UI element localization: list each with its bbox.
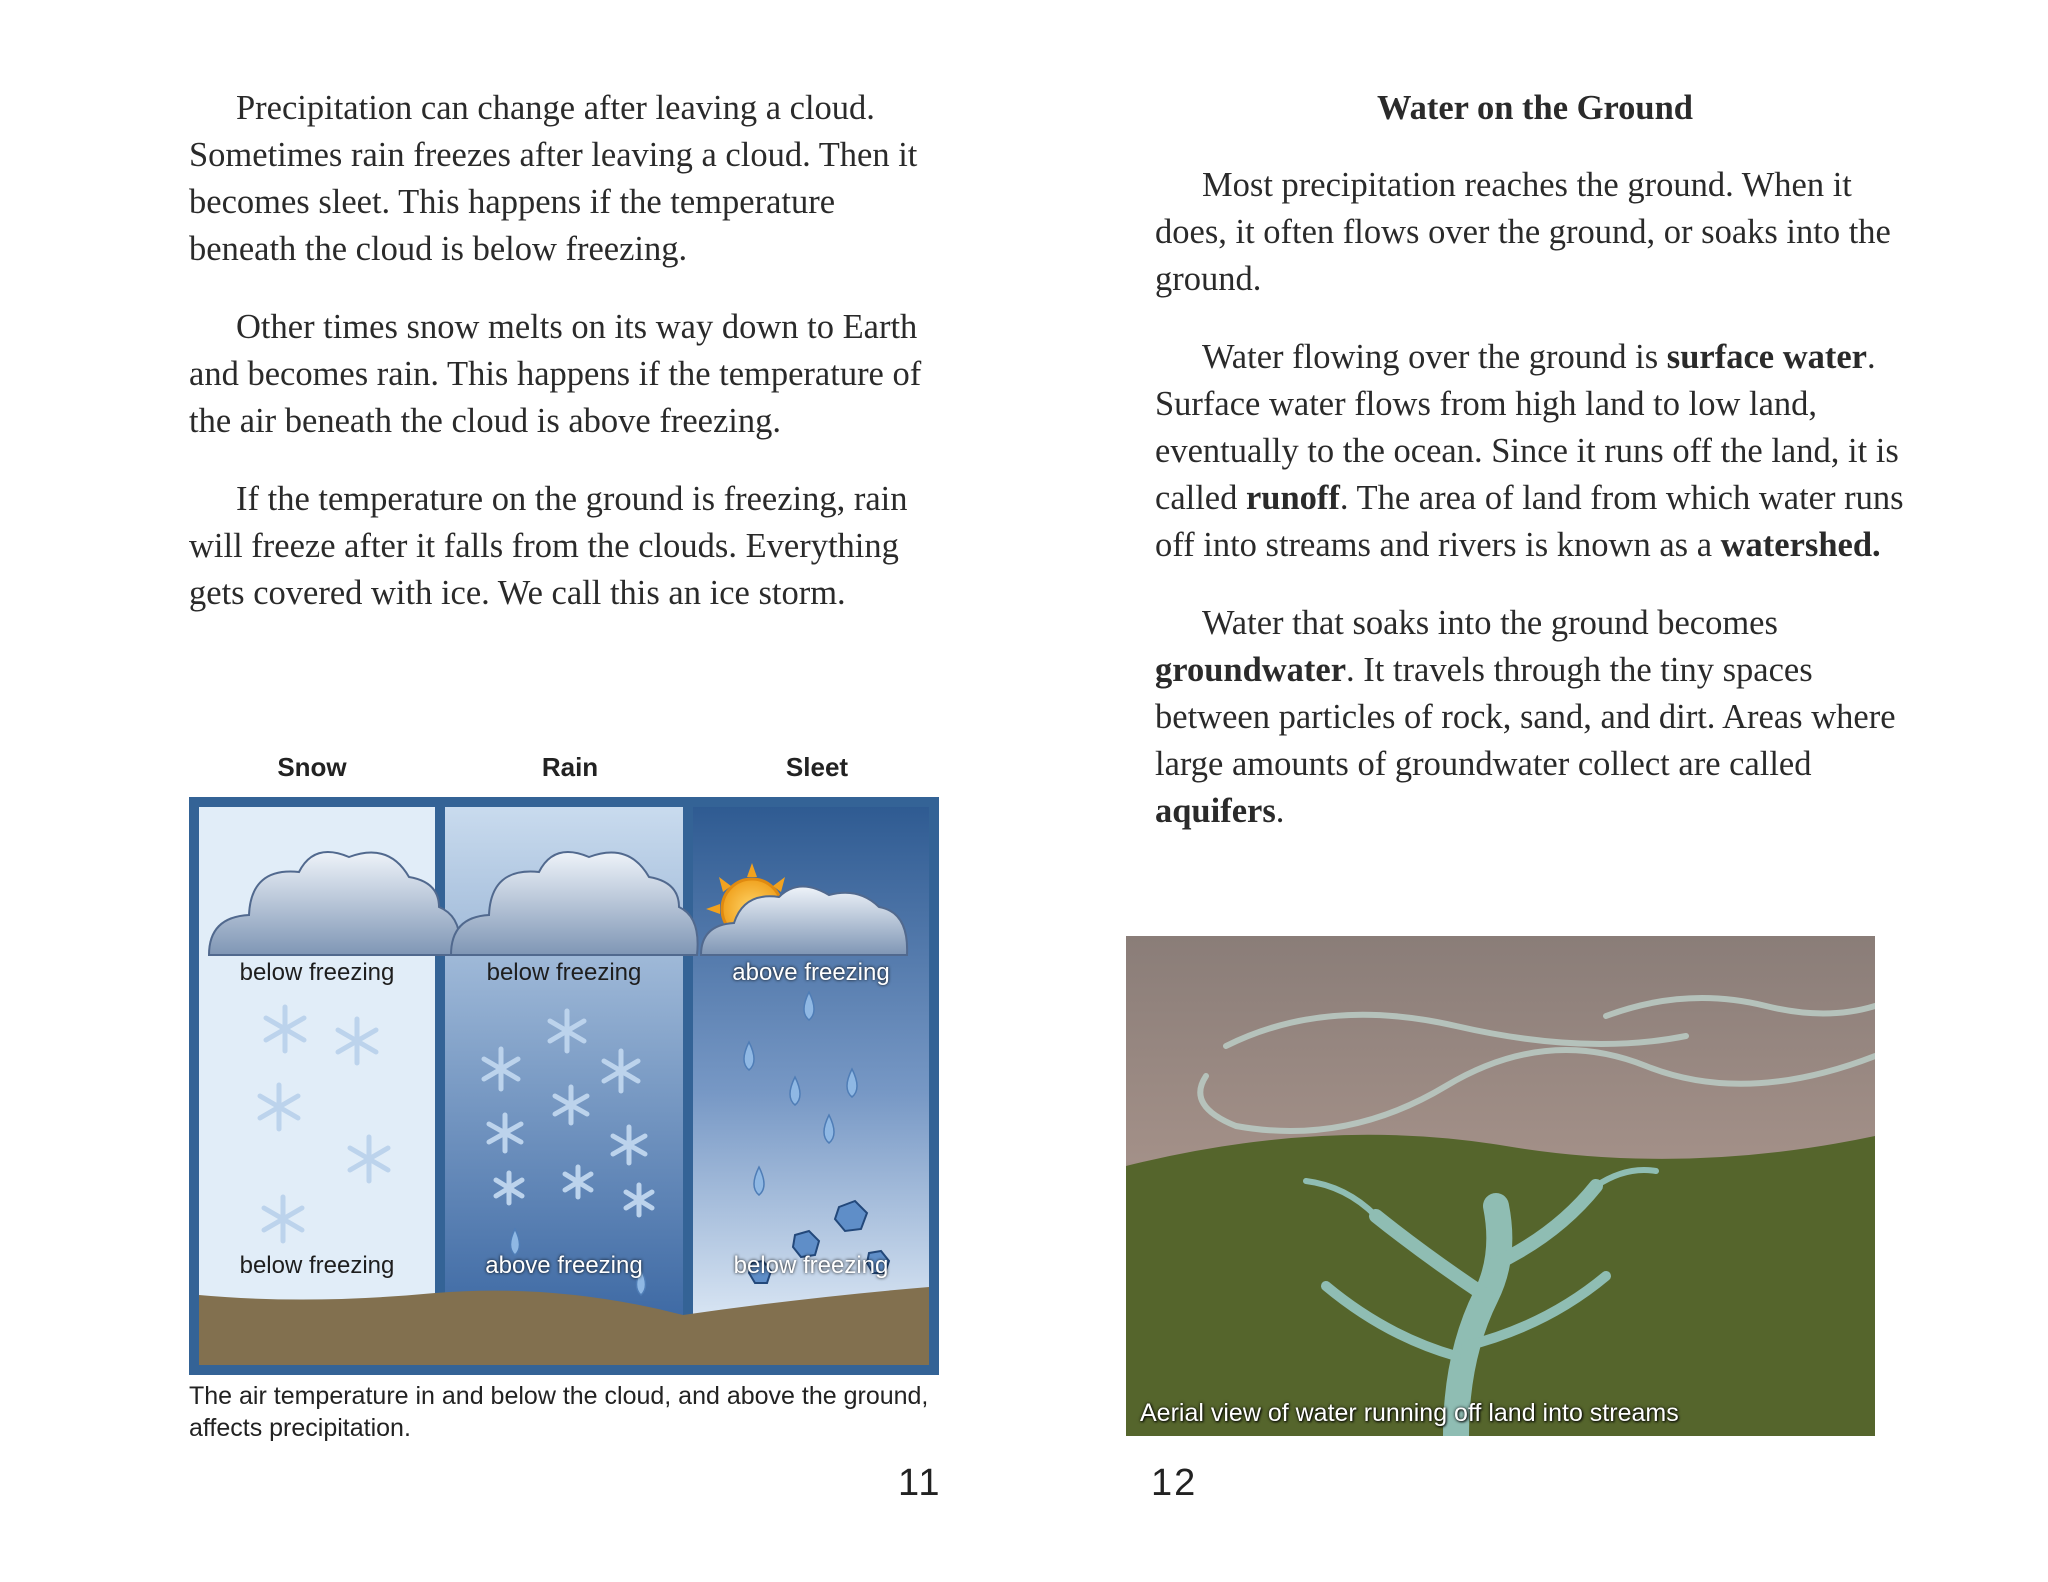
paragraph: [1155, 334, 1915, 569]
diagram-caption: The air temperature in and below the cloud, and above the ground, affects precipitation.: [189, 1382, 929, 1442]
key-term: watershed.: [1720, 526, 1881, 564]
key-term: aquifers: [1155, 792, 1276, 830]
rain-bottom-label: above freezing: [485, 1252, 643, 1279]
text-run: Water flowing over the ground is: [1202, 338, 1667, 376]
page-number: 11: [898, 1462, 942, 1504]
snow-bottom-label: below freezing: [239, 1252, 395, 1279]
photo-caption: Aerial view of water running off land into streams: [1140, 1399, 1679, 1427]
left-body-text: [189, 85, 949, 648]
key-term: surface water: [1666, 338, 1867, 376]
sleet-bottom-label: below freezing: [733, 1252, 889, 1279]
key-term: runoff: [1245, 479, 1340, 517]
text-run: Most precipitation reaches the ground. When it does, it often flows over the ground, or soaks into the ground.: [1155, 166, 1891, 298]
rain-top-label: below freezing: [486, 959, 642, 986]
text-run: . It travels through the tiny spaces between particles of rock, sand, and dirt. Areas where large amounts of groundwater collect are called: [1155, 651, 1896, 783]
text-run: Water that soaks into the ground becomes: [1202, 604, 1778, 642]
text-run: . Surface water flows from high land to low land, eventually to the ocean. Since it runs off the land, it is called: [1155, 338, 1899, 517]
text-run: . The area of land from which water runs off into streams and rivers is known as a: [1155, 479, 1904, 564]
precipitation-diagram: [189, 797, 939, 1375]
paragraph: Precipitation can change after leaving a cloud. Sometimes rain freezes after leaving a cloud. Then it becomes sleet. This happens if the temperature beneath the cloud is below freezing.: [189, 89, 918, 268]
snow-top-label: below freezing: [239, 959, 395, 986]
text-run: .: [1275, 792, 1285, 830]
column-title-sleet: Sleet: [785, 752, 849, 782]
page-number: 12: [1151, 1462, 1198, 1504]
sleet-top-label: above freezing: [732, 959, 890, 986]
section-heading: Water on the Ground: [1377, 89, 1693, 127]
column-title-snow: Snow: [277, 752, 347, 782]
right-body-text: [1155, 162, 1915, 866]
right-page: [1024, 0, 2048, 1582]
column-title-rain: Rain: [541, 752, 599, 782]
key-term: groundwater: [1155, 651, 1347, 689]
aerial-photo: [1126, 936, 1875, 1436]
paragraph: [1155, 162, 1915, 303]
paragraph: [1155, 600, 1915, 835]
paragraph: Other times snow melts on its way down to Earth and becomes rain. This happens if the temperature of the air beneath the cloud is above freezing.: [189, 308, 922, 440]
diagram-column-titles: [189, 752, 939, 792]
paragraph: If the temperature on the ground is freezing, rain will freeze after it falls from the clouds. Everything gets covered with ice. We call this an ice storm.: [189, 480, 908, 612]
